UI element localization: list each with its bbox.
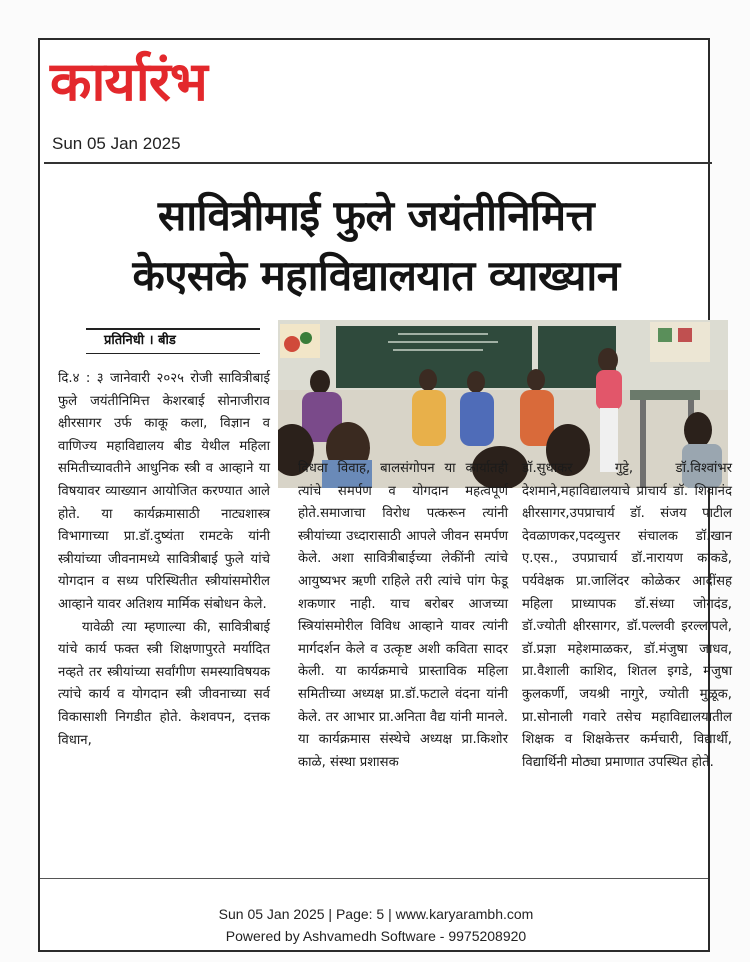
- article-paragraph: विधवा विवाह, बालसंगोपन या कार्यातही त्यांचे समर्पण व योगदान महत्वपूर्ण होते.समाजाचा विरोध पत्करून त्यांनी स्त्रीयांच्या उध्दारासाठी आपले जीवन समर्पण केले. अशा सावित्रीबाईच्या लेकींनी त्यांचे आयुष्यभर ऋणी राहिले तरी त्यांचे पांग फेडू शकणार नाही. याच बरोबर आजच्या स्त्रियांसमोरील विविध आव्हाने यावर त्यांनी मार्गदर्शन केले व उत्कृष्ट अशी कविता सादर केली. या कार्यक्रमाचे प्रास्ताविक महिला समितीच्या अध्यक्ष प्रा.डॉ.फटाले वंदना यांनी केले. तर आभार प्रा.अनिता वैद्य यांनी मानले. या कार्यक्रमास संस्थेचे अध्यक्ष प्रा.किशोर काळे, संस्था प्रशासक: [298, 461, 508, 770]
- footer-source-line: Sun 05 Jan 2025 | Page: 5 | www.karyarambh.com: [218, 906, 534, 922]
- masthead-divider: [44, 162, 712, 164]
- edition-date: Sun 05 Jan 2025: [52, 134, 181, 153]
- article-paragraph: डॉ.सुधाकर गुट्टे, डॉ.विश्वांभर देशमाने,महाविद्यालयाचे प्राचार्य डॉ. शिवानंद क्षीरसागर,उपप्राचार्य डॉ. संजय पाटील देवळाणकर,पदव्युत्तर संचालक डॉ.खान ए.एस., उपप्राचार्य डॉ.नारायण काकडे, पर्यवेक्षक प्रा.जालिंदर कोळेकर आदींसह महिला प्राध्यापक डॉ.संध्या जोगदंड, डॉ.ज्योती क्षीरसागर, डॉ.पल्लवी इरल्लापले, डॉ.प्रज्ञा महेशमाळकर, डॉ.मंजुषा जाधव, प्रा.वैशाली काशिद, शितल इगडे, मंजुषा कुलकर्णी, जयश्री नागुरे, ज्योती मुळूक, प्रा.सोनाली गवारे तसेच महाविद्यालयातील शिक्षक व शिक्षकेत्तर कर्मचारी, विद्यार्थी, विद्यार्थिनी मोठ्या प्रमाणात उपस्थित होते.: [522, 461, 732, 770]
- newspaper-clipping: [38, 38, 732, 952]
- article-paragraph: दि.४ : ३ जानेवारी २०२५ रोजी सावित्रीबाई फुले जयंतीनिमित्त केशरबाई सोनाजीराव क्षीरसागर उर्फ काकू कला, विज्ञान व वाणिज्य महाविद्यालय बीड येथील महिला समितीच्यावतीने आधुनिक स्त्री व आव्हाने या विषयावर व्याख्यान आयोजित करण्यात आले होते. या कार्यक्रमासाठी नाट्यशास्त्र विभागाच्या प्रा.डॉ.दुष्यंता रामटके यांनी स्त्रीयांच्या जीवनामध्ये सावित्रीबाई फुले यांचे योगदान व सध्य परिस्थितीत स्त्रीयांसमोरील आव्हाने यावर अतिशय मार्मिक संबोधन केले.: [58, 371, 270, 612]
- article-column-2: [298, 458, 508, 774]
- byline: प्रतिनिधी । बीड: [86, 328, 260, 354]
- footer-divider: [40, 878, 708, 879]
- headline-line-1: सावित्रीमाई फुले जयंतीनिमित्त: [157, 191, 595, 240]
- masthead: [44, 46, 708, 158]
- headline: [40, 186, 712, 306]
- article-column-3: [522, 458, 732, 774]
- headline-line-2: केएसके महाविद्यालयात व्याख्यान: [132, 251, 620, 300]
- newspaper-logo: कार्यारंभ: [50, 50, 207, 113]
- article-paragraph: यावेळी त्या म्हणाल्या की, सावित्रीबाई यांचे कार्य फक्त स्त्री शिक्षणापुरते मर्यादित नव्हते तर स्त्रीयांच्या सर्वांगीण समस्याविषयक त्यांचे कार्य व योगदान स्त्री जीवनाच्या सर्व विकासाशी निगडीत होते. केशवपन, दत्तक विधान,: [58, 619, 270, 748]
- article-column-1: [58, 368, 270, 752]
- footer-credit-line: Powered by Ashvamedh Software - 9975208920: [225, 928, 527, 944]
